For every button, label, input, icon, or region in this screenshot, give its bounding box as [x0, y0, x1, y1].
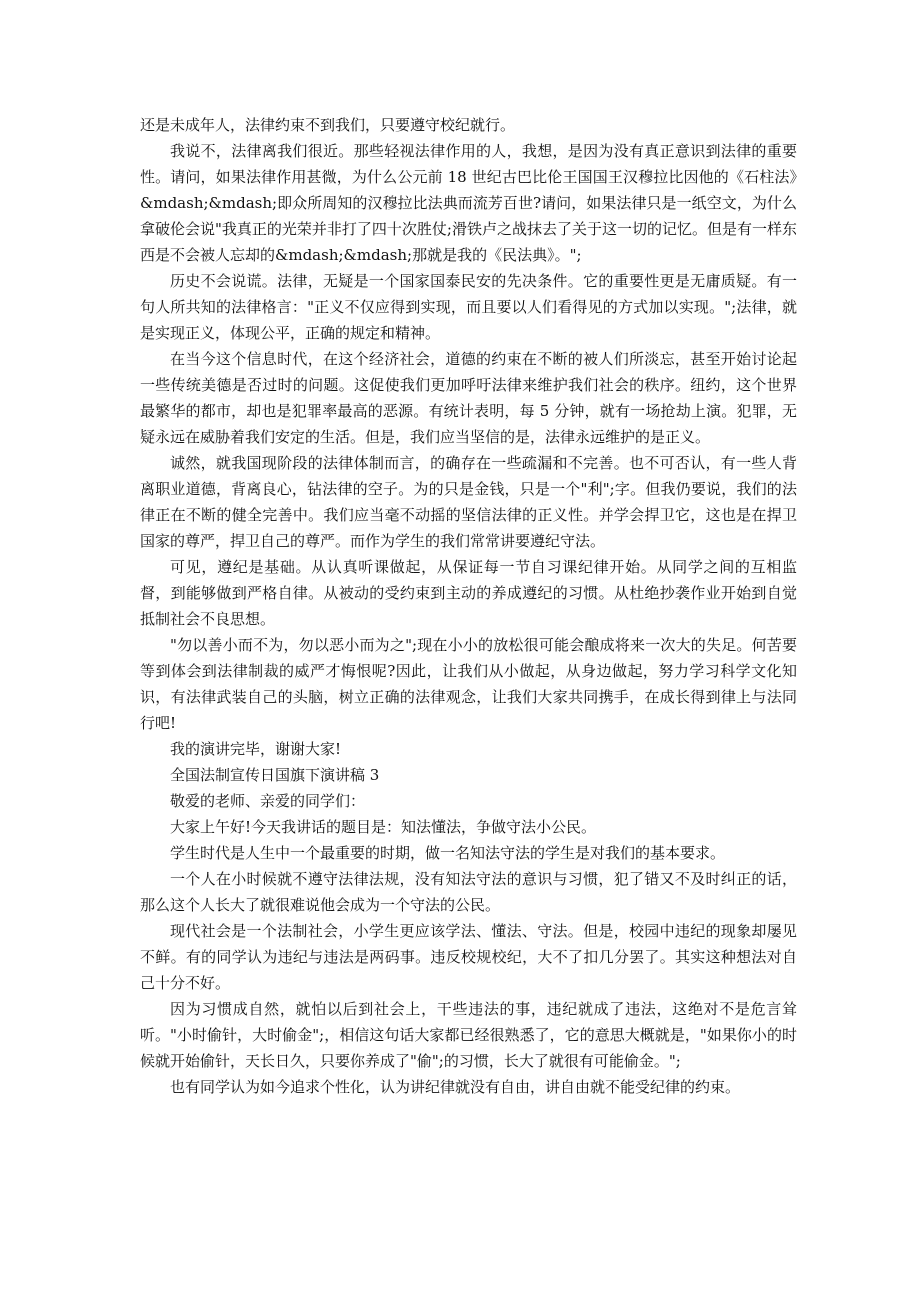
paragraph-2: 我说不，法律离我们很近。那些轻视法律作用的人，我想，是因为没有真正意识到法律的重要性。请问，如果法律作用甚微，为什么公元前 18 世纪古巴比伦王国国王汉穆拉比因他的《石柱法》&mdash;&mdash;即众所周知的汉穆拉比法典而流芳百世?请问，如果法律只是一纸空文，为什么拿破伦会说"我真正的光荣并非打了四十次胜仗;滑铁卢之战抹去了关于这一切的记忆。但是有一样东西是不会被人忘却的&mdash;&mdash;那就是我的《民法典》。"; [140, 142, 797, 264]
document-body [140, 112, 797, 1100]
paragraph-14: 现代社会是一个法制社会，小学生更应该学法、懂法、守法。但是，校园中违纪的现象却屡见不鲜。有的同学认为违纪与违法是两码事。违反校规校纪，大不了扣几分罢了。其实这种想法对自己十分不好。 [140, 922, 797, 992]
section-title: 全国法制宣传日国旗下演讲稿 3 [170, 766, 380, 784]
paragraph-5: 诚然，就我国现阶段的法律体制而言，的确存在一些疏漏和不完善。也不可否认，有一些人背离职业道德，背离良心，钻法律的空子。为的只是金钱，只是一个"利";字。但我仍要说，我们的法律正在不断的健全完善中。我们应当毫不动摇的坚信法律的正义性。并学会捍卫它，这也是在捍卫国家的尊严，捍卫自己的尊严。而作为学生的我们常常讲要遵纪守法。 [140, 454, 797, 550]
salutation: 敬爱的老师、亲爱的同学们： [170, 792, 366, 810]
paragraph-3: 历史不会说谎。法律，无疑是一个国家国泰民安的先决条件。它的重要性更是无庸质疑。有一句人所共知的法律格言："正义不仅应得到实现，而且要以人们看得见的方式加以实现。";法律，就是实现正义，体现公平，正确的规定和精神。 [140, 272, 797, 342]
paragraph-16: 也有同学认为如今追求个性化，认为讲纪律就没有自由，讲自由就不能受纪律的约束。 [170, 1078, 741, 1096]
paragraph-15: 因为习惯成自然，就怕以后到社会上，干些违法的事，违纪就成了违法，这绝对不是危言耸听。"小时偷针，大时偷金";，相信这句话大家都已经很熟悉了，它的意思大概就是，"如果你小的时候就开始偷针，天长日久，只要你养成了"偷";的习惯，长大了就很有可能偷金。"; [140, 1000, 797, 1070]
greeting: 大家上午好!今天我讲话的题目是：知法懂法，争做守法小公民。 [170, 818, 597, 836]
paragraph-13: 一个人在小时候就不遵守法律法规，没有知法守法的意识与习惯，犯了错又不及时纠正的话，那么这个人长大了就很难说他会成为一个守法的公民。 [140, 870, 797, 914]
paragraph-7: "勿以善小而不为，勿以恶小而为之";现在小小的放松很可能会酿成将来一次大的失足。何苦要等到体会到法律制裁的威严才悔恨呢?因此，让我们从小做起，从身边做起，努力学习科学文化知识，有法律武装自己的头脑，树立正确的法律观念，让我们大家共同携手，在成长得到律上与法同行吧! [140, 636, 797, 732]
closing-remark: 我的演讲完毕，谢谢大家! [170, 740, 342, 758]
paragraph-12: 学生时代是人生中一个最重要的时期，做一名知法守法的学生是对我们的基本要求。 [170, 844, 726, 862]
paragraph-4: 在当今这个信息时代，在这个经济社会，道德的约束在不断的被人们所淡忘，甚至开始讨论起一些传统美德是否过时的问题。这促使我们更加呼吁法律来维护我们社会的秩序。纽约，这个世界最繁华的都市，却也是犯罪率最高的恶源。有统计表明，每 5 分钟，就有一场抢劫上演。犯罪，无疑永远在威胁着我们安定的生活。但是，我们应当坚信的是，法律永远维护的是正义。 [140, 350, 797, 446]
paragraph-6: 可见，遵纪是基础。从认真听课做起，从保证每一节自习课纪律开始。从同学之间的互相监督，到能够做到严格自律。从被动的受约束到主动的养成遵纪的习惯。从杜绝抄袭作业开始到自觉抵制社会不良思想。 [140, 558, 797, 628]
paragraph-1: 还是未成年人，法律约束不到我们，只要遵守校纪就行。 [140, 116, 516, 134]
